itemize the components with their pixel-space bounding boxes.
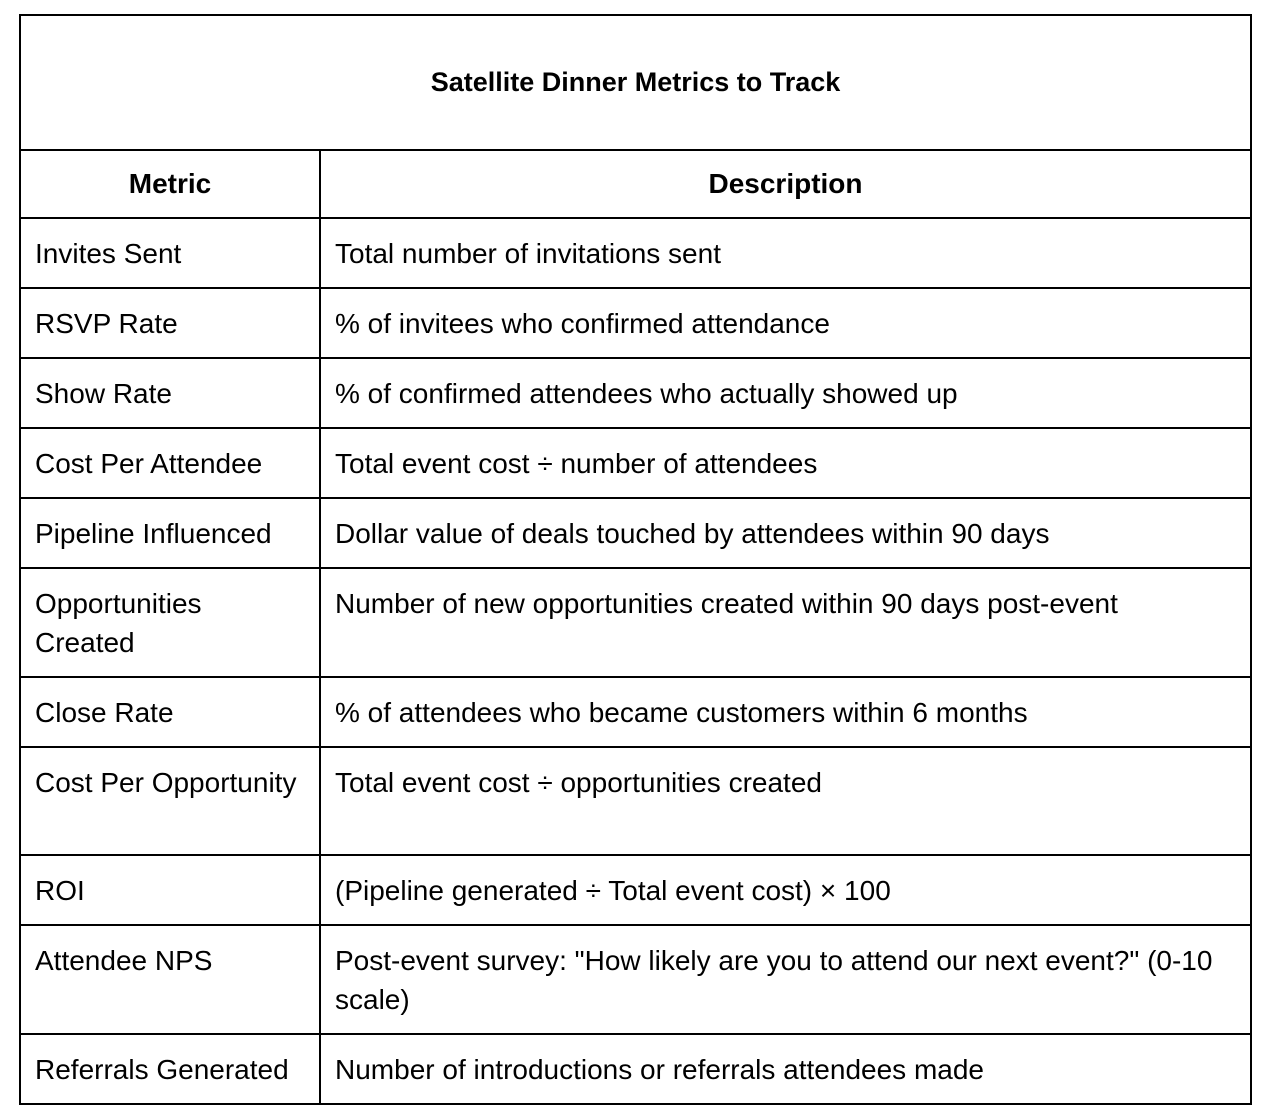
metric-cell: RSVP Rate: [20, 288, 320, 358]
table-row: [20, 358, 1251, 428]
table-row: [20, 1034, 1251, 1104]
description-cell: Total event cost ÷ number of attendees: [320, 428, 1251, 498]
metric-cell: Show Rate: [20, 358, 320, 428]
header-metric: Metric: [20, 150, 320, 218]
table-row: [20, 677, 1251, 747]
metric-cell: Opportunities Created: [20, 568, 320, 677]
description-cell: Post-event survey: "How likely are you to attend our next event?" (0-10 scale): [320, 925, 1251, 1034]
description-cell: (Pipeline generated ÷ Total event cost) × 100: [320, 855, 1251, 925]
table-row: [20, 498, 1251, 568]
table-row: [20, 428, 1251, 498]
metric-cell: Close Rate: [20, 677, 320, 747]
description-cell: % of invitees who confirmed attendance: [320, 288, 1251, 358]
metric-cell: Invites Sent: [20, 218, 320, 288]
metric-cell: Cost Per Attendee: [20, 428, 320, 498]
metric-cell: ROI: [20, 855, 320, 925]
metric-cell: Pipeline Influenced: [20, 498, 320, 568]
table-row: [20, 747, 1251, 855]
table-row: [20, 218, 1251, 288]
description-cell: % of attendees who became customers within 6 months: [320, 677, 1251, 747]
description-cell: Number of introductions or referrals attendees made: [320, 1034, 1251, 1104]
table-row: [20, 288, 1251, 358]
table-row: [20, 925, 1251, 1034]
table-row: [20, 568, 1251, 677]
metrics-table: [19, 14, 1252, 1105]
description-cell: Total event cost ÷ opportunities created: [320, 747, 1251, 855]
description-cell: % of confirmed attendees who actually showed up: [320, 358, 1251, 428]
metric-cell: Cost Per Opportunity: [20, 747, 320, 855]
title-row: [20, 15, 1251, 150]
metric-cell: Attendee NPS: [20, 925, 320, 1034]
header-description: Description: [320, 150, 1251, 218]
description-cell: Number of new opportunities created within 90 days post-event: [320, 568, 1251, 677]
metric-cell: Referrals Generated: [20, 1034, 320, 1104]
table-title: Satellite Dinner Metrics to Track: [20, 15, 1251, 150]
description-cell: Total number of invitations sent: [320, 218, 1251, 288]
table-row: [20, 855, 1251, 925]
header-row: [20, 150, 1251, 218]
description-cell: Dollar value of deals touched by attendees within 90 days: [320, 498, 1251, 568]
